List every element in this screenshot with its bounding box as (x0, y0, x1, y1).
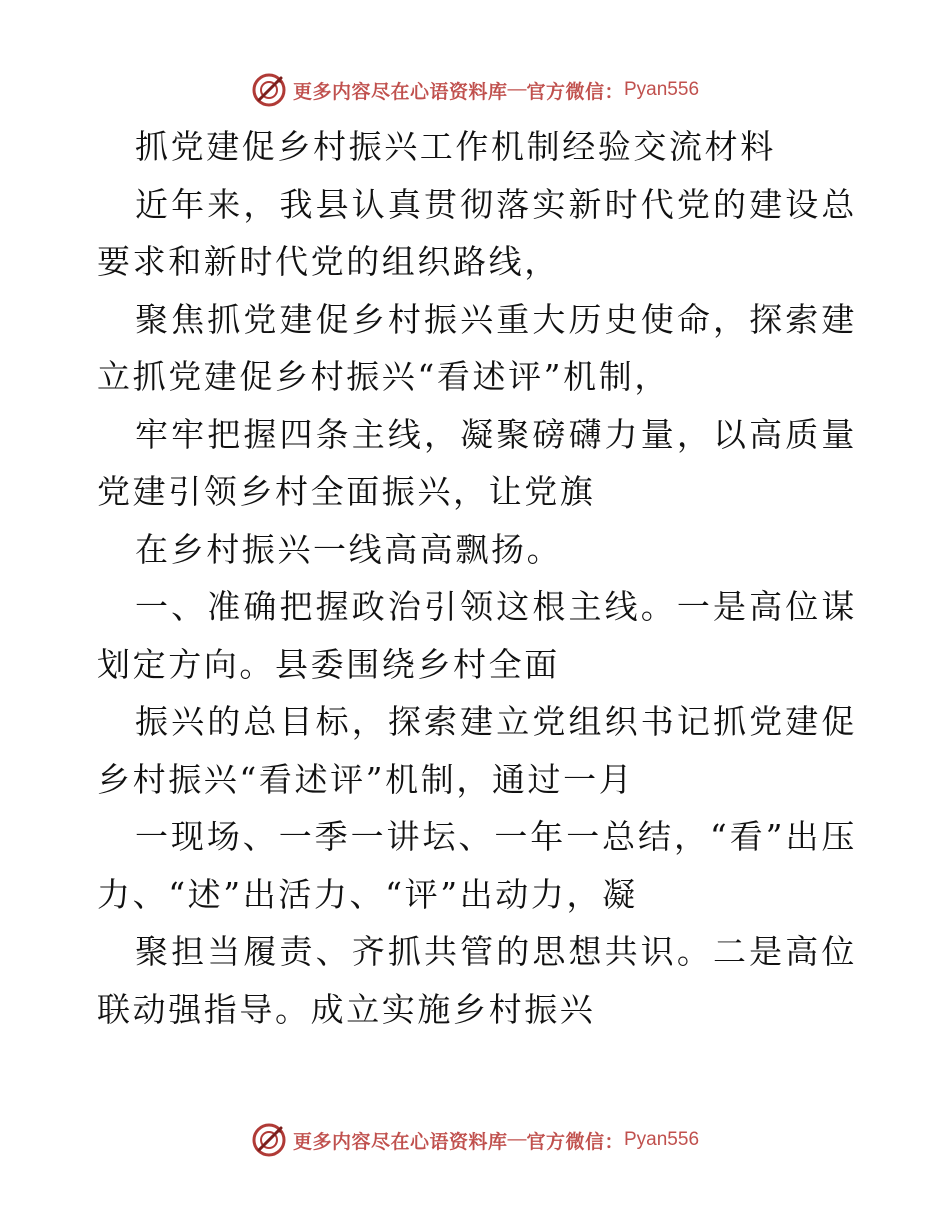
header-contact-prefix: 官方微信： (526, 80, 624, 103)
footer-brand-text: 更多内容尽在心语资料库 (292, 1130, 508, 1153)
footer-watermark (0, 1120, 950, 1160)
paragraph-8: 聚担当履责、齐抓共管的思想共识。二是高位联动强指导。成立实施乡村振兴 (97, 932, 857, 1029)
brand-logo-icon (251, 1122, 287, 1158)
paragraph-2: 聚焦抓党建促乡村振兴重大历史使命，探索建立抓党建促乡村振兴“看述评”机制， (97, 299, 857, 396)
paragraph-4: 在乡村振兴一线高高飘扬。 (135, 529, 563, 569)
footer-contact-id: Pyan556 (624, 1129, 700, 1150)
document-title: 抓党建促乡村振兴工作机制经验交流材料 (135, 127, 776, 166)
brand-logo-icon (251, 72, 287, 108)
header-watermark (0, 70, 950, 110)
paragraph-6: 振兴的总目标，探索建立党组织书记抓党建促乡村振兴“看述评”机制，通过一月 (97, 702, 857, 799)
footer-separator: — (507, 1129, 527, 1150)
paragraph-5: 一、准确把握政治引领这根主线。一是高位谋划定方向。县委围绕乡村全面 (97, 587, 857, 684)
header-separator: — (507, 79, 527, 100)
header-brand-text: 更多内容尽在心语资料库 (292, 80, 508, 103)
paragraph-7: 一现场、一季一讲坛、一年一总结，“看”出压力、“述”出活力、“评”出动力，凝 (97, 817, 857, 914)
document-body (97, 118, 857, 1038)
footer-contact-prefix: 官方微信： (526, 1130, 624, 1153)
paragraph-1: 近年来，我县认真贯彻落实新时代党的建设总要求和新时代党的组织路线， (97, 184, 857, 281)
paragraph-3: 牢牢把握四条主线，凝聚磅礴力量，以高质量党建引领乡村全面振兴，让党旗 (97, 414, 857, 511)
header-contact-id: Pyan556 (624, 79, 700, 100)
